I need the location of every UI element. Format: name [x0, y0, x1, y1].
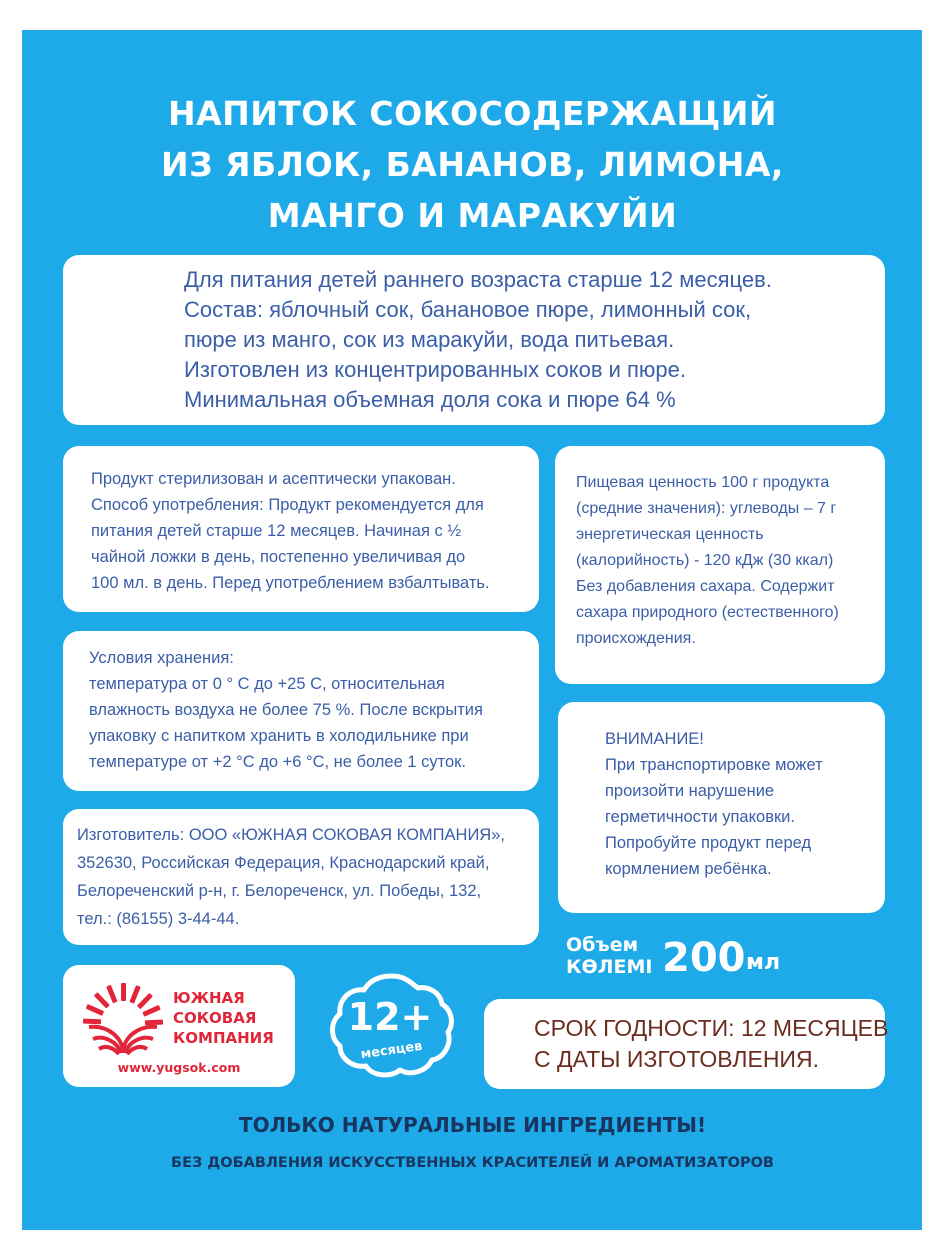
expiry-box — [484, 999, 889, 1089]
title-line: НАПИТОК СОКОСОДЕРЖАЩИЙ — [167, 94, 778, 133]
volume-word-kz: КӨЛЕМІ — [566, 956, 653, 978]
age-badge-icon — [328, 970, 456, 1080]
composition-line: Для питания детей раннего возраста старше 12 месяцев. — [184, 267, 772, 292]
manufacturer-line: Изготовитель: ООО «ЮЖНАЯ СОКОВАЯ КОМПАНИЯ», — [77, 826, 505, 844]
storage-line: температуре от +2 °С до +6 °С, не более 1 суток. — [89, 753, 466, 771]
warning-line: произойти нарушение — [605, 782, 775, 800]
nutrition-line: происхождения. — [576, 630, 696, 647]
storage-line: Условия хранения: — [89, 649, 234, 667]
warning-line: кормлением ребёнка. — [605, 860, 772, 878]
volume-number: 200 — [662, 935, 746, 981]
composition-line: Изготовлен из концентрированных соков и пюре. — [184, 357, 687, 382]
sun-logo-icon — [77, 977, 169, 1057]
composition-line: пюре из манго, сок из маракуйи, вода питьевая. — [184, 327, 675, 352]
warning-line: герметичности упаковки. — [605, 808, 795, 826]
title-line: МАНГО И МАРАКУЙИ — [267, 196, 678, 235]
storage-line: температура от 0 ° С до +25 С, относительная — [89, 675, 445, 693]
nutrition-line: (калорийность) - 120 кДж (30 ккал) — [576, 552, 834, 569]
warning-line: При транспортировке может — [605, 756, 823, 774]
nutrition-line: (средние значения): углеводы – 7 г — [576, 500, 837, 517]
warning-box — [558, 702, 885, 913]
natural-ingredients-slogan: ТОЛЬКО НАТУРАЛЬНЫЕ ИНГРЕДИЕНТЫ! — [238, 1113, 707, 1137]
usage-line: Продукт стерилизован и асептически упакован. — [91, 470, 456, 488]
composition-line: Минимальная объемная доля сока и пюре 64 % — [184, 387, 676, 412]
brand-name-line: ЮЖНАЯ — [173, 989, 245, 1007]
manufacturer-line: Белореченский р-н, г. Белореченск, ул. Победы, 132, — [77, 882, 482, 900]
title-line: ИЗ ЯБЛОК, БАНАНОВ, ЛИМОНА, — [161, 145, 784, 184]
volume-word-ru: Объем — [566, 934, 639, 956]
expiry-line: СРОК ГОДНОСТИ: 12 МЕСЯЦЕВ — [534, 1015, 889, 1041]
usage-line: Способ употребления: Продукт рекомендуется для — [91, 496, 484, 514]
brand-logo-box — [63, 965, 295, 1087]
volume-unit: мл — [746, 950, 781, 975]
storage-line: влажность воздуха не более 75 %. После вскрытия — [89, 701, 483, 719]
usage-box — [63, 446, 539, 612]
no-additives-note: БЕЗ ДОБАВЛЕНИЯ ИСКУССТВЕННЫХ КРАСИТЕЛЕЙ И АРОМАТИЗАТОРОВ — [171, 1155, 774, 1171]
nutrition-line: Пищевая ценность 100 г продукта — [576, 474, 830, 491]
composition-box — [63, 255, 885, 425]
usage-line: 100 мл. в день. Перед употреблением взбалтывать. — [91, 574, 490, 592]
expiry-line: С ДАТЫ ИЗГОТОВЛЕНИЯ. — [534, 1046, 819, 1072]
composition-line: Состав: яблочный сок, банановое пюре, лимонный сок, — [184, 297, 752, 322]
warning-line: ВНИМАНИЕ! — [605, 730, 704, 748]
brand-name-line: СОКОВАЯ — [173, 1009, 257, 1027]
usage-line: питания детей старше 12 месяцев. Начиная с ½ — [91, 522, 462, 540]
nutrition-line: Без добавления сахара. Содержит — [576, 578, 835, 595]
brand-name-line: КОМПАНИЯ — [173, 1029, 274, 1047]
product-title — [0, 88, 945, 241]
brand-website: www.yugsok.com — [117, 1060, 241, 1075]
nutrition-line: сахара природного (естественного) — [576, 604, 839, 621]
brand-name — [173, 988, 274, 1048]
age-badge-number: 12+ — [347, 995, 433, 1039]
manufacturer-box — [63, 809, 539, 945]
nutrition-line: энергетическая ценность — [576, 526, 764, 543]
manufacturer-line: 352630, Российская Федерация, Краснодарский край, — [77, 854, 490, 872]
nutrition-box — [555, 446, 885, 684]
storage-box — [63, 631, 539, 791]
age-badge-label: месяцев — [359, 1038, 424, 1063]
manufacturer-line: тел.: (86155) 3-44-44. — [77, 910, 240, 928]
usage-line: чайной ложки в день, постепенно увеличивая до — [91, 548, 466, 566]
storage-line: упаковку с напитком хранить в холодильнике при — [89, 727, 469, 745]
warning-line: Попробуйте продукт перед — [605, 834, 812, 852]
